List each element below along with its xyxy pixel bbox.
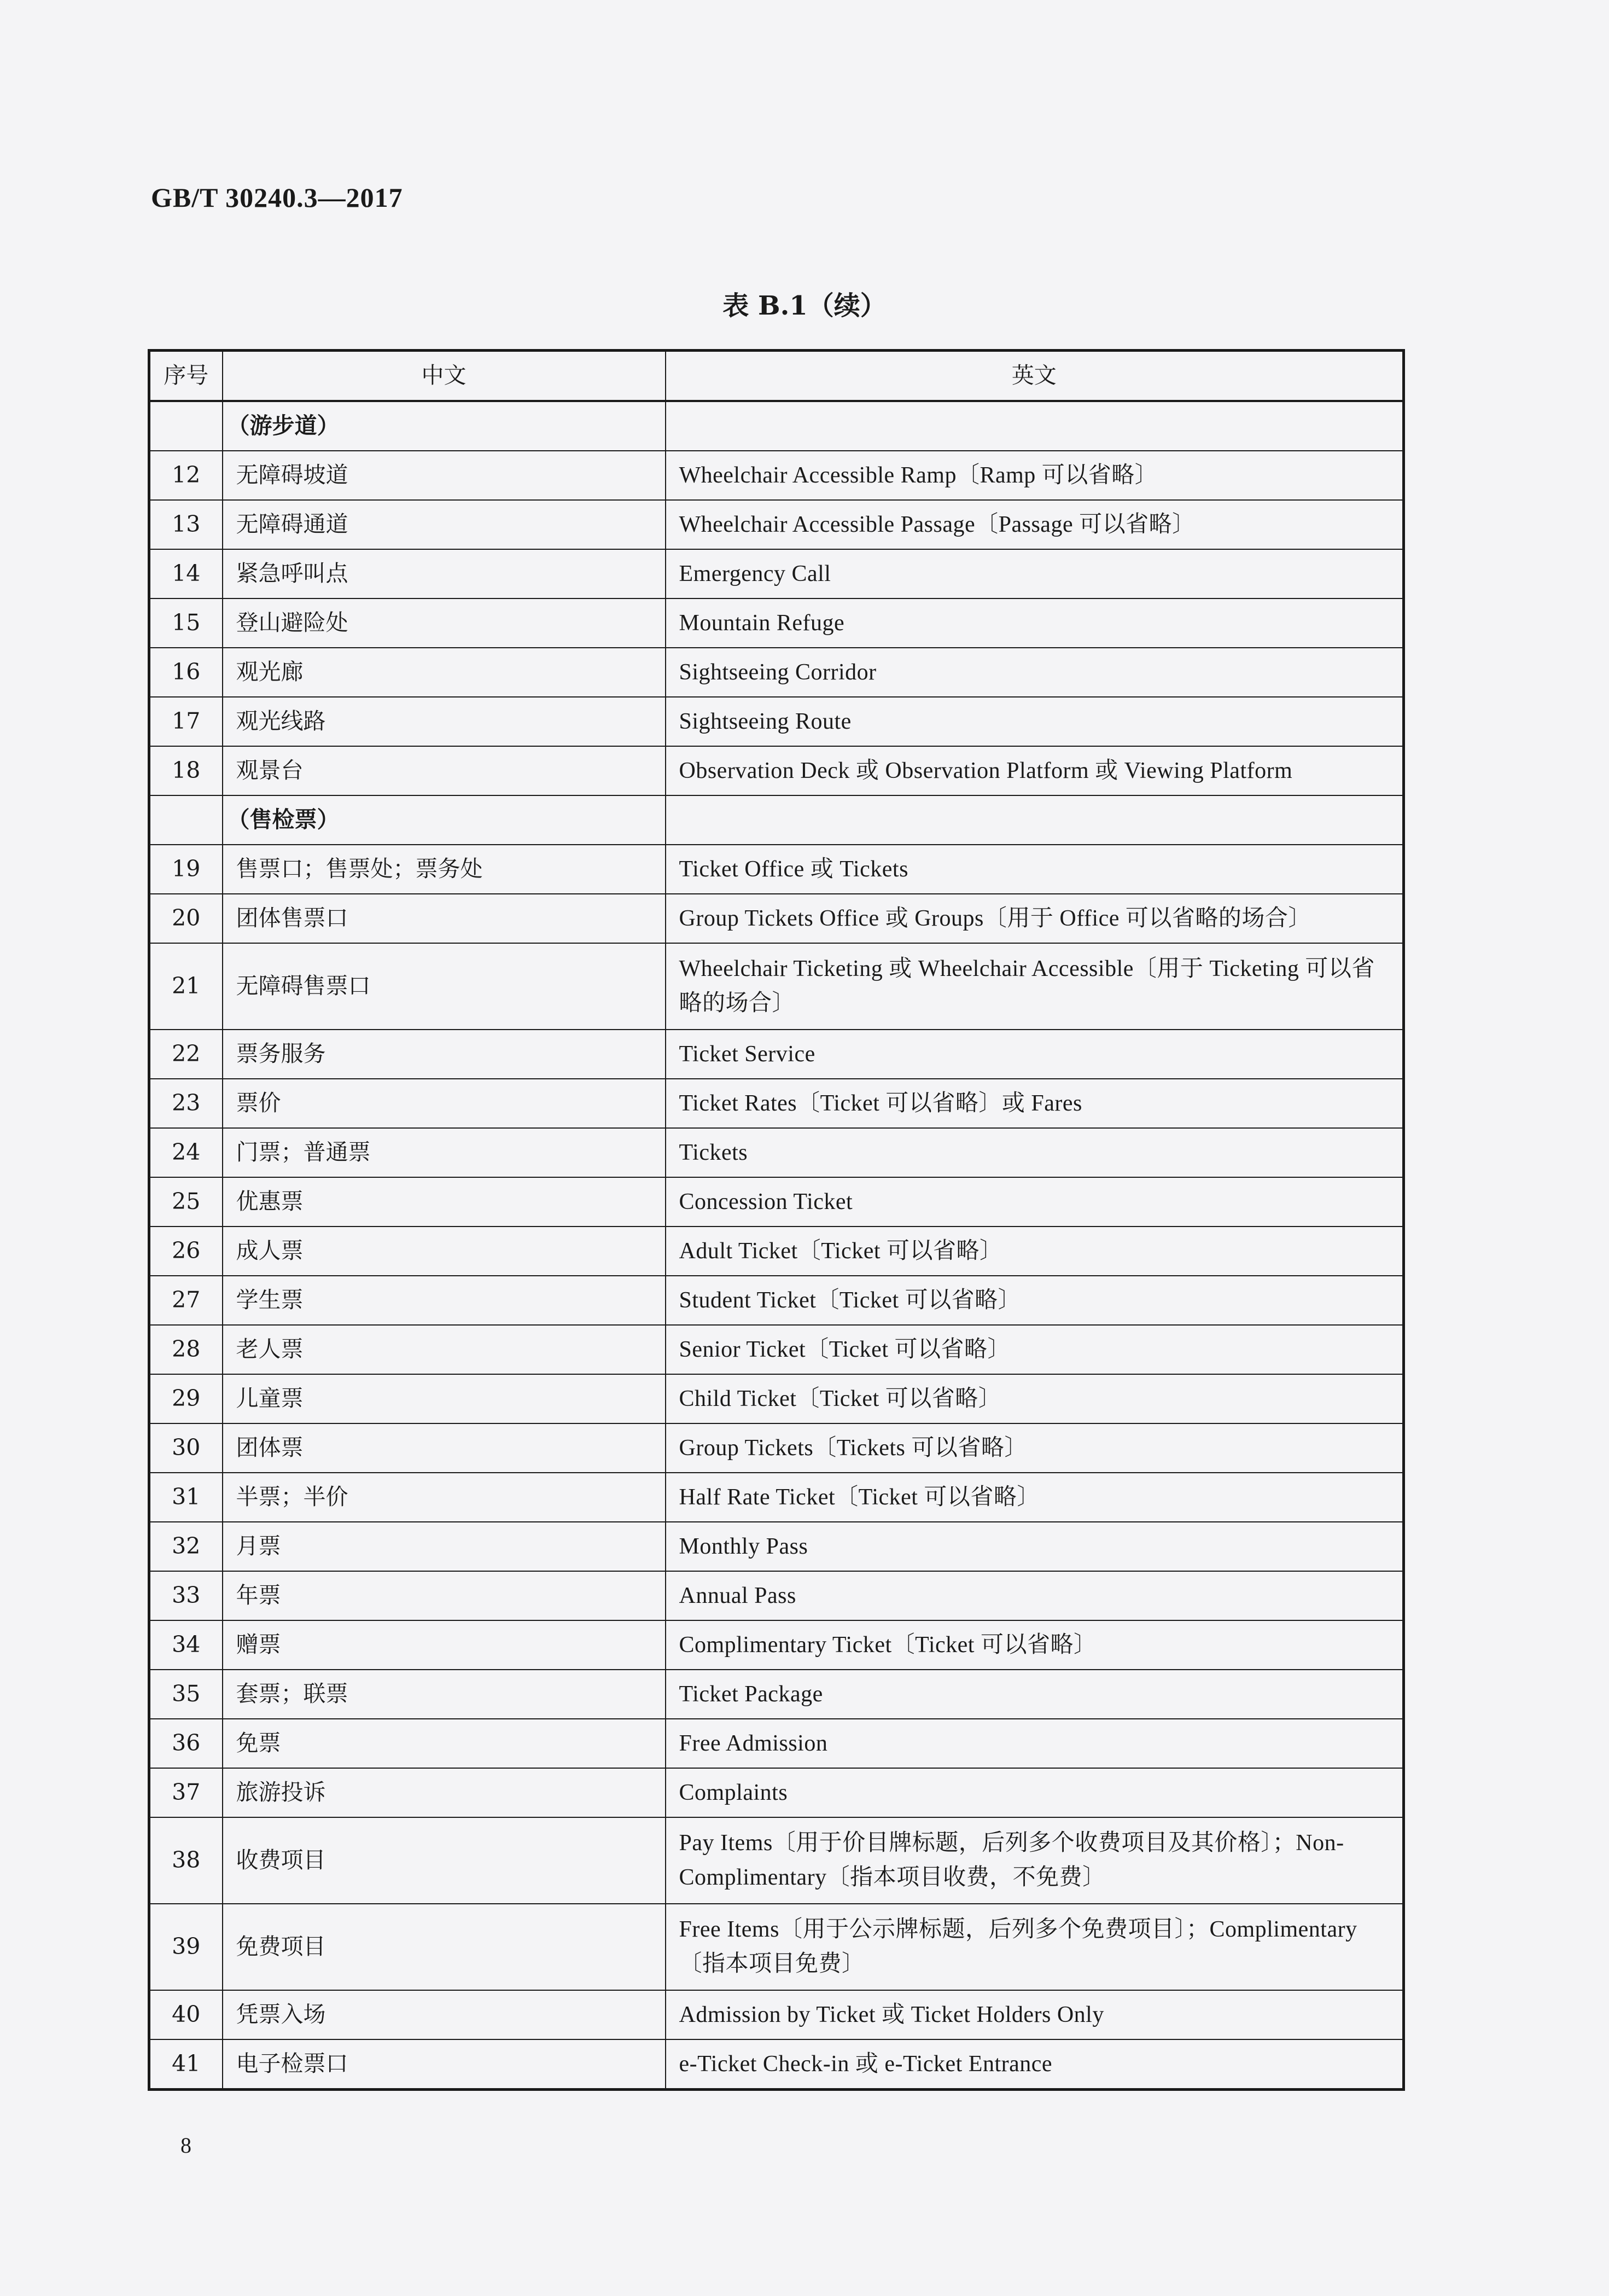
cell-number: 30: [149, 1423, 223, 1473]
cell-english: Wheelchair Accessible Ramp〔Ramp 可以省略〕: [666, 451, 1404, 500]
table-row: [149, 549, 1404, 598]
cell-number: 35: [149, 1670, 223, 1719]
column-header-chinese: 中文: [223, 351, 666, 402]
table-row: [149, 648, 1404, 697]
cell-chinese: （售检票）: [223, 795, 666, 845]
cell-english: Annual Pass: [666, 1571, 1404, 1620]
cell-chinese: 凭票入场: [223, 1990, 666, 2039]
cell-number: 13: [149, 500, 223, 549]
cell-number: 15: [149, 598, 223, 648]
table-row: [149, 894, 1404, 943]
table-row: [149, 451, 1404, 500]
cell-english: Complaints: [666, 1768, 1404, 1817]
cell-number: 27: [149, 1276, 223, 1325]
cell-chinese: 紧急呼叫点: [223, 549, 666, 598]
table-row: [149, 1030, 1404, 1079]
table-row: [149, 1522, 1404, 1571]
cell-chinese: 门票；普通票: [223, 1128, 666, 1177]
cell-chinese: 票务服务: [223, 1030, 666, 1079]
table-row: [149, 1571, 1404, 1620]
cell-chinese: 旅游投诉: [223, 1768, 666, 1817]
cell-english: Free Items〔用于公示牌标题，后列多个免费项目〕；Complimentary〔指本项目免费〕: [666, 1904, 1404, 1990]
cell-number: [149, 401, 223, 451]
cell-english: Tickets: [666, 1128, 1404, 1177]
cell-english: Complimentary Ticket〔Ticket 可以省略〕: [666, 1620, 1404, 1670]
cell-english: Wheelchair Ticketing 或 Wheelchair Accessible〔用于 Ticketing 可以省略的场合〕: [666, 943, 1404, 1030]
table-caption: 表 B.1（续）: [722, 290, 887, 321]
cell-chinese: 电子检票口: [223, 2039, 666, 2090]
cell-chinese: （游步道）: [223, 401, 666, 451]
cell-english: Pay Items〔用于价目牌标题，后列多个收费项目及其价格〕；Non-Complimentary〔指本项目收费，不免费〕: [666, 1817, 1404, 1904]
cell-chinese: 年票: [223, 1571, 666, 1620]
table-row: [149, 1128, 1404, 1177]
cell-english: Ticket Office 或 Tickets: [666, 845, 1404, 894]
table-row: [149, 697, 1404, 746]
cell-number: 29: [149, 1374, 223, 1423]
cell-english: Ticket Package: [666, 1670, 1404, 1719]
cell-english: Group Tickets Office 或 Groups〔用于 Office 可以省略的场合〕: [666, 894, 1404, 943]
cell-english: Monthly Pass: [666, 1522, 1404, 1571]
cell-chinese: 无障碍售票口: [223, 943, 666, 1030]
cell-number: 23: [149, 1079, 223, 1128]
column-header-english: 英文: [666, 351, 1404, 402]
cell-number: 37: [149, 1768, 223, 1817]
cell-english: Wheelchair Accessible Passage〔Passage 可以省略〕: [666, 500, 1404, 549]
cell-chinese: 免费项目: [223, 1904, 666, 1990]
cell-english: Group Tickets〔Tickets 可以省略〕: [666, 1423, 1404, 1473]
cell-number: 17: [149, 697, 223, 746]
cell-number: 39: [149, 1904, 223, 1990]
cell-chinese: 月票: [223, 1522, 666, 1571]
table-row: [149, 1670, 1404, 1719]
table-row: [149, 1079, 1404, 1128]
table-row: [149, 1325, 1404, 1374]
table-row: [149, 598, 1404, 648]
cell-chinese: 票价: [223, 1079, 666, 1128]
cell-number: 20: [149, 894, 223, 943]
page-number: 8: [180, 2133, 191, 2158]
table-row: [149, 1620, 1404, 1670]
cell-chinese: 无障碍坡道: [223, 451, 666, 500]
table-row: [149, 1374, 1404, 1423]
section-row: [149, 795, 1404, 845]
cell-chinese: 免票: [223, 1719, 666, 1768]
section-row: [149, 401, 1404, 451]
cell-chinese: 儿童票: [223, 1374, 666, 1423]
table-row: [149, 1719, 1404, 1768]
cell-number: 26: [149, 1227, 223, 1276]
document-code: GB/T 30240.3—2017: [151, 182, 403, 213]
cell-english: Emergency Call: [666, 549, 1404, 598]
cell-english: Observation Deck 或 Observation Platform 或 Viewing Platform: [666, 746, 1404, 795]
cell-number: 25: [149, 1177, 223, 1227]
cell-english: Mountain Refuge: [666, 598, 1404, 648]
cell-number: 19: [149, 845, 223, 894]
cell-chinese: 观光廊: [223, 648, 666, 697]
cell-chinese: 售票口；售票处；票务处: [223, 845, 666, 894]
cell-english: Admission by Ticket 或 Ticket Holders Only: [666, 1990, 1404, 2039]
column-header-number: 序号: [149, 351, 223, 402]
table-row: [149, 500, 1404, 549]
cell-number: 32: [149, 1522, 223, 1571]
table-row: [149, 1473, 1404, 1522]
cell-chinese: 登山避险处: [223, 598, 666, 648]
cell-english: Sightseeing Corridor: [666, 648, 1404, 697]
cell-english: Senior Ticket〔Ticket 可以省略〕: [666, 1325, 1404, 1374]
cell-number: 24: [149, 1128, 223, 1177]
table-header-row: [149, 351, 1404, 402]
cell-english: Free Admission: [666, 1719, 1404, 1768]
cell-english: Sightseeing Route: [666, 697, 1404, 746]
cell-number: 33: [149, 1571, 223, 1620]
cell-number: 12: [149, 451, 223, 500]
cell-number: 34: [149, 1620, 223, 1670]
glossary-table: [148, 349, 1405, 2091]
table-row: [149, 1904, 1404, 1990]
cell-number: 22: [149, 1030, 223, 1079]
cell-chinese: 观景台: [223, 746, 666, 795]
table-row: [149, 1177, 1404, 1227]
cell-number: 40: [149, 1990, 223, 2039]
cell-number: 18: [149, 746, 223, 795]
cell-chinese: 半票；半价: [223, 1473, 666, 1522]
cell-number: 36: [149, 1719, 223, 1768]
cell-chinese: 收费项目: [223, 1817, 666, 1904]
cell-english: Half Rate Ticket〔Ticket 可以省略〕: [666, 1473, 1404, 1522]
cell-english: Ticket Rates〔Ticket 可以省略〕或 Fares: [666, 1079, 1404, 1128]
table-row: [149, 1423, 1404, 1473]
cell-chinese: 团体售票口: [223, 894, 666, 943]
cell-number: 28: [149, 1325, 223, 1374]
cell-chinese: 优惠票: [223, 1177, 666, 1227]
table-row: [149, 943, 1404, 1030]
cell-english: Student Ticket〔Ticket 可以省略〕: [666, 1276, 1404, 1325]
cell-english: Adult Ticket〔Ticket 可以省略〕: [666, 1227, 1404, 1276]
cell-english: Child Ticket〔Ticket 可以省略〕: [666, 1374, 1404, 1423]
cell-english: [666, 401, 1404, 451]
table-row: [149, 1227, 1404, 1276]
table-container: [148, 349, 1405, 2091]
cell-english: e-Ticket Check-in 或 e-Ticket Entrance: [666, 2039, 1404, 2090]
cell-english: Ticket Service: [666, 1030, 1404, 1079]
cell-chinese: 学生票: [223, 1276, 666, 1325]
cell-english: Concession Ticket: [666, 1177, 1404, 1227]
table-row: [149, 746, 1404, 795]
cell-number: 41: [149, 2039, 223, 2090]
cell-chinese: 套票；联票: [223, 1670, 666, 1719]
table-body: [149, 401, 1404, 2090]
cell-chinese: 无障碍通道: [223, 500, 666, 549]
table-row: [149, 845, 1404, 894]
cell-number: 31: [149, 1473, 223, 1522]
cell-chinese: 团体票: [223, 1423, 666, 1473]
cell-english: [666, 795, 1404, 845]
cell-number: 21: [149, 943, 223, 1030]
cell-chinese: 老人票: [223, 1325, 666, 1374]
table-row: [149, 1768, 1404, 1817]
table-row: [149, 2039, 1404, 2090]
table-row: [149, 1817, 1404, 1904]
cell-number: 38: [149, 1817, 223, 1904]
table-row: [149, 1276, 1404, 1325]
cell-number: [149, 795, 223, 845]
table-row: [149, 1990, 1404, 2039]
cell-chinese: 成人票: [223, 1227, 666, 1276]
cell-chinese: 赠票: [223, 1620, 666, 1670]
cell-number: 16: [149, 648, 223, 697]
cell-chinese: 观光线路: [223, 697, 666, 746]
cell-number: 14: [149, 549, 223, 598]
